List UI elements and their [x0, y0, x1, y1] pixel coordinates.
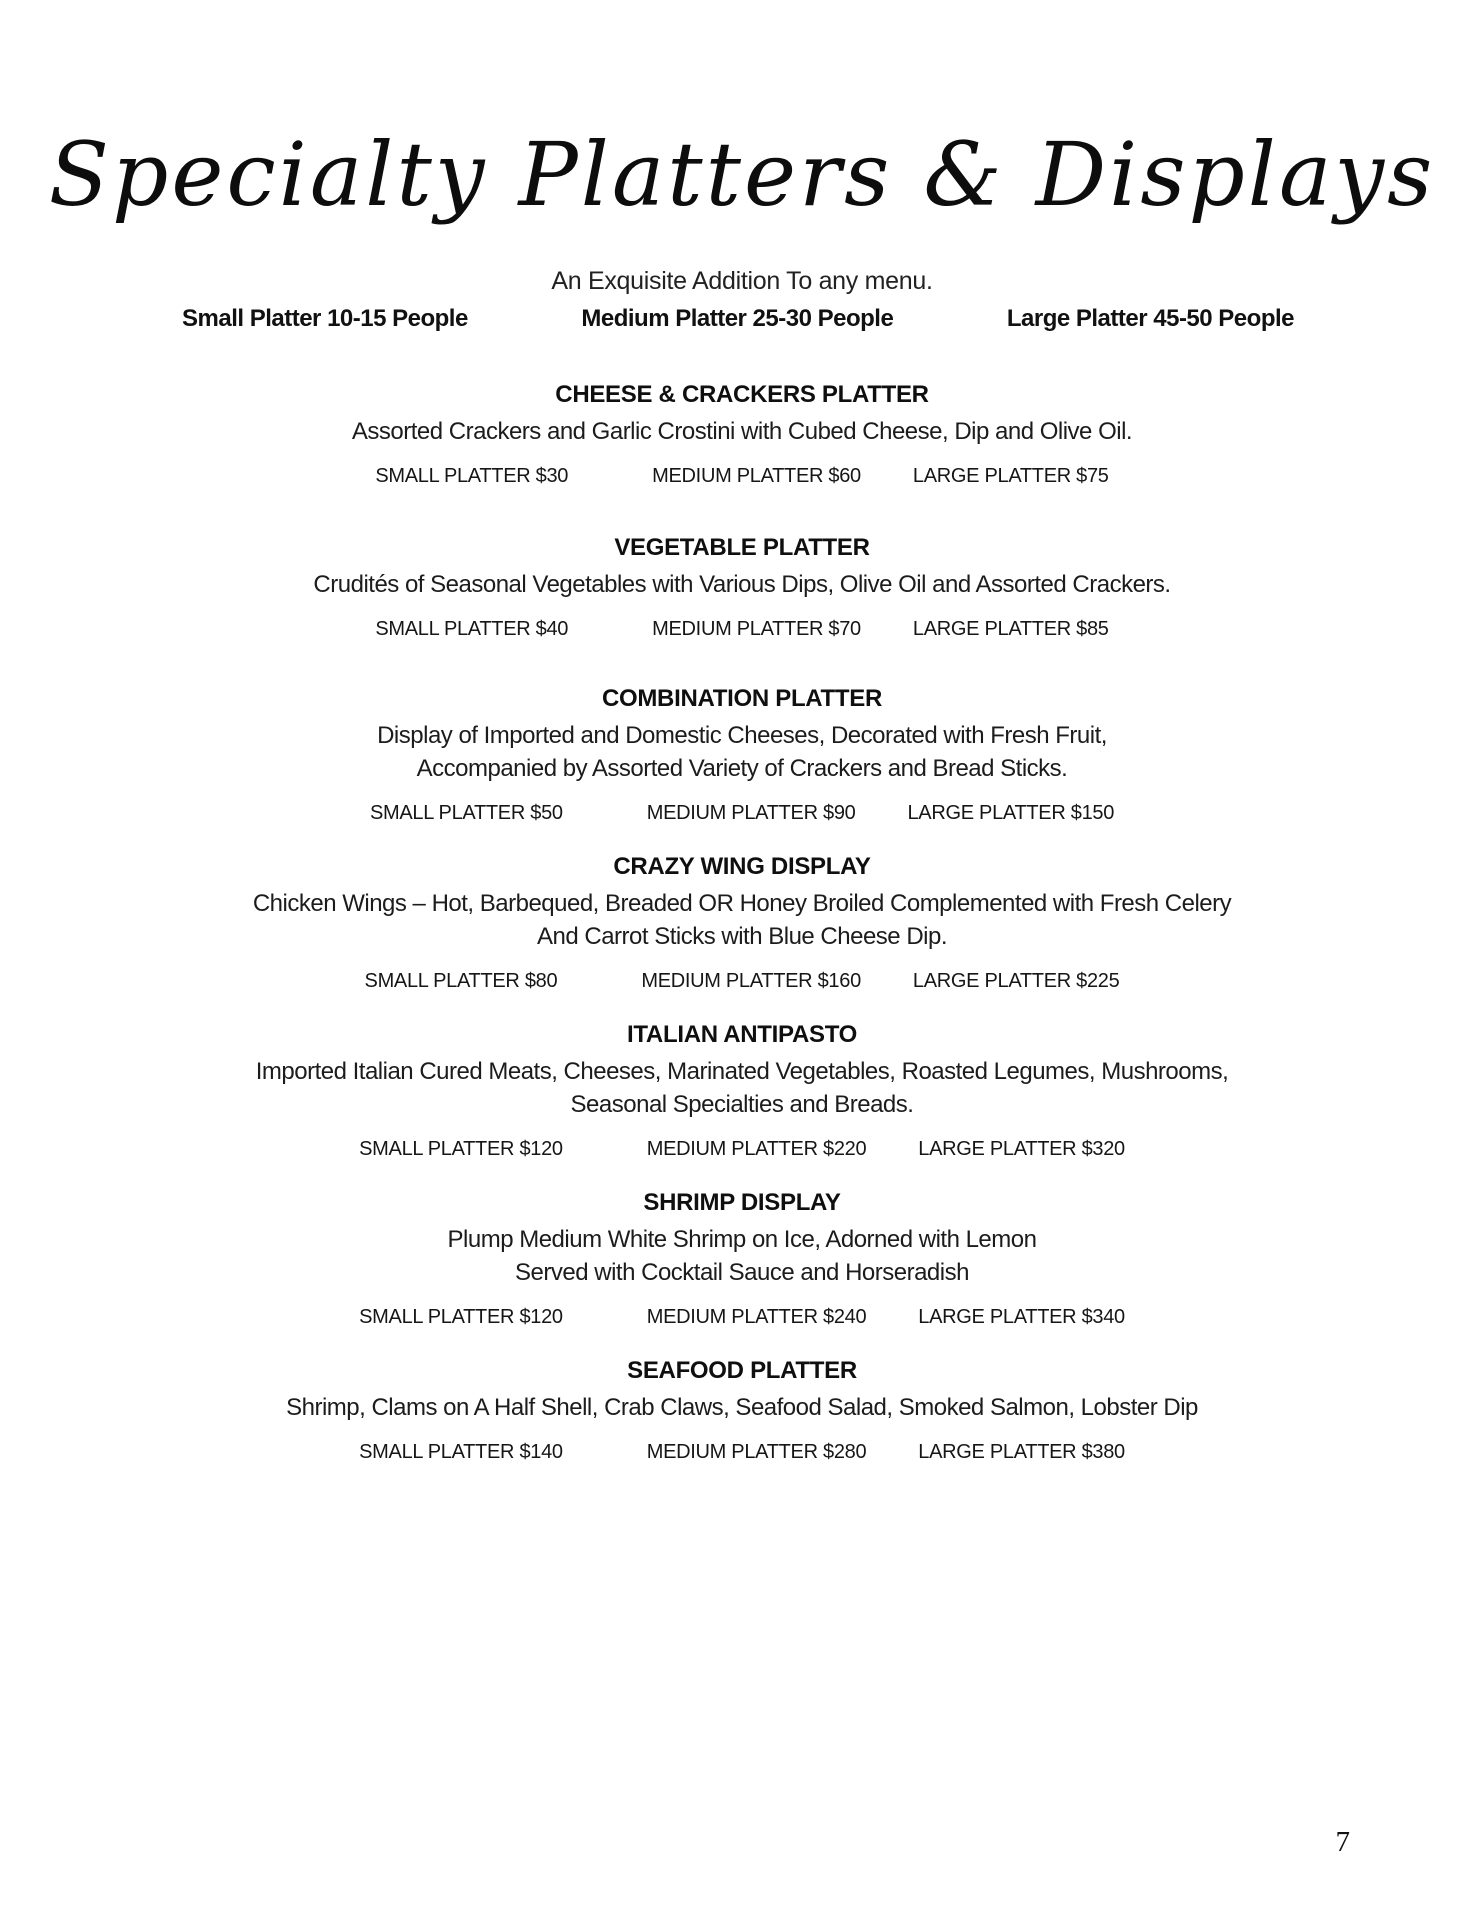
price-amount: $240: [823, 1306, 867, 1328]
price-amount: $40: [535, 618, 569, 640]
price-label: MEDIUM PLATTER: [646, 1441, 818, 1463]
section-description-line: Assorted Crackers and Garlic Crostini with Cubed Cheese, Dip and Olive Oil.: [351, 418, 1133, 445]
price-amount: $225: [1076, 970, 1120, 992]
price-amount: $340: [1081, 1306, 1125, 1328]
price-label: MEDIUM PLATTER: [641, 970, 813, 992]
section-description-line: Chicken Wings – Hot, Barbequed, Breaded OR Honey Broiled Complemented with Fresh Celery: [252, 890, 1232, 917]
price-medium: [652, 618, 861, 640]
price-row: [0, 970, 1484, 992]
section-title: VEGETABLE PLATTER: [614, 534, 870, 561]
price-large: [913, 465, 1109, 487]
price-medium: [652, 465, 861, 487]
price-small: [359, 1138, 563, 1160]
section-description-line: Shrimp, Clams on A Half Shell, Crab Claws, Seafood Salad, Smoked Salmon, Lobster Dip: [286, 1394, 1198, 1421]
price-label: SMALL PLATTER: [375, 618, 531, 640]
size-legend-large: Large Platter 45-50 People: [1006, 305, 1294, 332]
price-label: SMALL PLATTER: [359, 1306, 515, 1328]
price-label: LARGE PLATTER: [918, 1441, 1077, 1463]
price-amount: $120: [519, 1138, 563, 1160]
section-description-line: Display of Imported and Domestic Cheeses, Decorated with Fresh Fruit,: [377, 722, 1107, 749]
price-label: SMALL PLATTER: [375, 465, 531, 487]
section-description-line: Imported Italian Cured Meats, Cheeses, Marinated Vegetables, Roasted Legumes, Mushrooms,: [255, 1058, 1229, 1085]
price-large: [907, 802, 1114, 824]
size-legend: [182, 304, 1294, 334]
price-amount: $60: [828, 465, 861, 487]
price-amount: $220: [823, 1138, 867, 1160]
price-amount: $140: [519, 1441, 563, 1463]
price-medium: [647, 1441, 867, 1463]
price-medium: [647, 1306, 867, 1328]
section-description-line: And Carrot Sticks with Blue Cheese Dip.: [536, 923, 947, 950]
price-small: [365, 970, 558, 992]
price-amount: $150: [1070, 802, 1115, 824]
size-legend-medium: Medium Platter 25-30 People: [581, 305, 894, 332]
price-row: [0, 465, 1484, 487]
section-title: CRAZY WING DISPLAY: [613, 853, 871, 880]
price-row: [0, 1138, 1484, 1160]
price-amount: $50: [530, 802, 563, 824]
section-title: CHEESE & CRACKERS PLATTER: [555, 381, 929, 408]
price-label: LARGE PLATTER: [912, 465, 1071, 487]
price-row: [0, 1441, 1484, 1463]
price-small: [375, 465, 568, 487]
section-description-line: Seasonal Specialties and Breads.: [570, 1091, 914, 1118]
price-medium: [641, 970, 861, 992]
price-medium: [647, 1138, 867, 1160]
price-amount: $280: [823, 1441, 867, 1463]
price-label: LARGE PLATTER: [918, 1138, 1077, 1160]
price-amount: $70: [828, 618, 861, 640]
menu-section-vegetable: [0, 535, 1484, 640]
menu-section-cheese-crackers: [0, 382, 1484, 487]
price-label: MEDIUM PLATTER: [652, 465, 824, 487]
price-small: [359, 1441, 563, 1463]
menu-section-italian-antipasto: [0, 1022, 1484, 1160]
section-description-line: Crudités of Seasonal Vegetables with Various Dips, Olive Oil and Assorted Crackers.: [313, 571, 1171, 598]
price-label: LARGE PLATTER: [912, 970, 1071, 992]
size-legend-small: Small Platter 10-15 People: [182, 305, 468, 332]
price-amount: $80: [524, 970, 558, 992]
price-label: SMALL PLATTER: [369, 802, 525, 824]
price-label: SMALL PLATTER: [364, 970, 520, 992]
price-row: [0, 618, 1484, 640]
price-amount: $75: [1076, 465, 1109, 487]
section-title: ITALIAN ANTIPASTO: [626, 1021, 857, 1048]
price-row: [0, 1306, 1484, 1328]
price-large: [913, 618, 1109, 640]
section-title: COMBINATION PLATTER: [601, 685, 883, 712]
price-amount: $380: [1081, 1441, 1125, 1463]
menu-section-crazy-wing: [0, 854, 1484, 992]
price-large: [918, 1306, 1125, 1328]
price-small: [359, 1306, 563, 1328]
page-subtitle: An Exquisite Addition To any menu.: [551, 267, 933, 295]
price-amount: $30: [535, 465, 569, 487]
price-label: SMALL PLATTER: [359, 1441, 515, 1463]
price-large: [913, 970, 1120, 992]
price-label: MEDIUM PLATTER: [646, 1138, 818, 1160]
menu-section-combination: [0, 686, 1484, 824]
menu-section-seafood: [0, 1358, 1484, 1463]
page-title: Specialty Platters & Displays: [48, 123, 1436, 226]
price-label: LARGE PLATTER: [912, 618, 1071, 640]
price-label: SMALL PLATTER: [359, 1138, 515, 1160]
section-description-line: Plump Medium White Shrimp on Ice, Adorned with Lemon: [447, 1226, 1037, 1253]
price-medium: [647, 802, 856, 824]
price-amount: $90: [823, 802, 856, 824]
price-large: [918, 1441, 1125, 1463]
price-amount: $85: [1076, 618, 1109, 640]
price-large: [918, 1138, 1125, 1160]
section-title: SHRIMP DISPLAY: [643, 1189, 841, 1216]
price-amount: $120: [519, 1306, 563, 1328]
price-small: [370, 802, 563, 824]
section-title: SEAFOOD PLATTER: [627, 1357, 857, 1384]
price-label: LARGE PLATTER: [907, 802, 1066, 824]
price-label: MEDIUM PLATTER: [646, 802, 818, 824]
price-label: LARGE PLATTER: [918, 1306, 1077, 1328]
price-small: [375, 618, 568, 640]
price-label: MEDIUM PLATTER: [646, 1306, 818, 1328]
price-row: [0, 802, 1484, 824]
price-label: MEDIUM PLATTER: [652, 618, 824, 640]
price-amount: $320: [1081, 1138, 1125, 1160]
price-amount: $160: [817, 970, 861, 992]
page-number: 7: [1335, 1826, 1350, 1858]
section-description-line: Served with Cocktail Sauce and Horseradish: [515, 1259, 969, 1286]
menu-section-shrimp: [0, 1190, 1484, 1328]
section-description-line: Accompanied by Assorted Variety of Crackers and Bread Sticks.: [416, 755, 1068, 782]
